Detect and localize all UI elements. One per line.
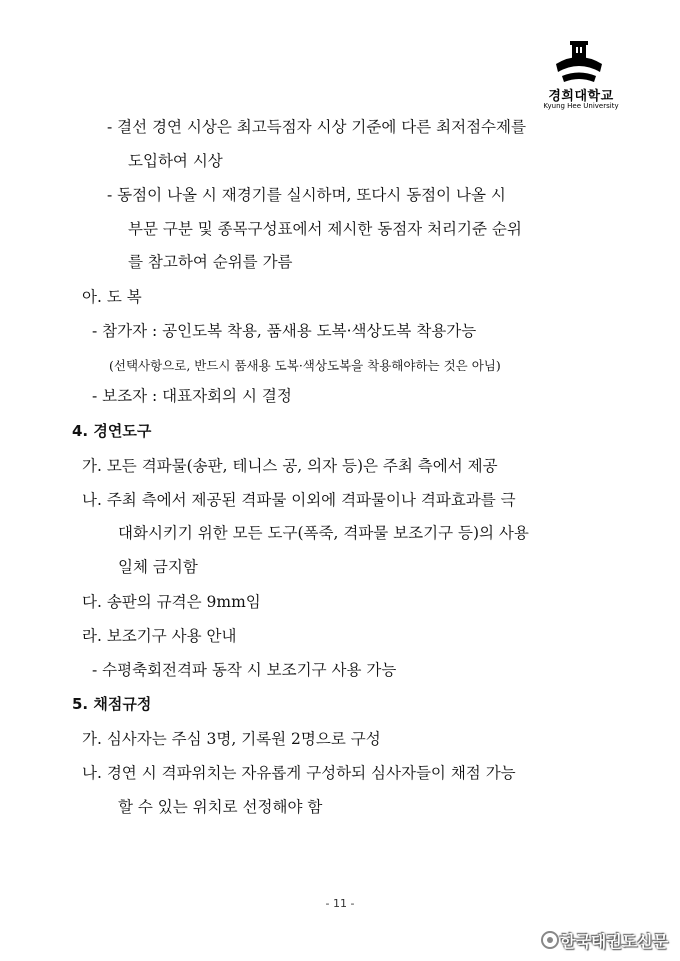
watermark-mark-icon (540, 929, 560, 951)
body-line: - 동점이 나올 시 재경기를 실시하며, 또다시 동점이 나올 시 (107, 186, 506, 204)
section-item: 라. 보조기구 사용 안내 (82, 627, 237, 645)
body-line: 를 참고하여 순위를 가름 (128, 253, 293, 271)
section-heading: 4. 경연도구 (72, 422, 152, 440)
body-line: 도입하여 시상 (128, 152, 223, 170)
section-item: 나. 주최 측에서 제공된 격파물 이외에 격파물이나 격파효과를 극 (82, 491, 516, 509)
watermark-text: 한국태권도신문 (560, 932, 669, 951)
note-line: (선택사항으로, 반드시 품새용 도복·색상도복을 착용해야하는 것은 아님) (109, 358, 501, 373)
watermark (540, 928, 674, 952)
body-line: 일체 금지함 (118, 558, 198, 576)
university-name-english: Kyung Hee University (543, 102, 619, 110)
section-item: 가. 모든 격파물(송판, 테니스 공, 의자 등)은 주최 측에서 제공 (82, 457, 498, 475)
section-item: 나. 경연 시 격파위치는 자유롭게 구성하되 심사자들이 채점 가능 (82, 764, 516, 782)
body-line: 할 수 있는 위치로 선정해야 함 (118, 798, 323, 816)
section-item: 가. 심사자는 주심 3명, 기록원 2명으로 구성 (82, 730, 381, 748)
body-line: - 결선 경연 시상은 최고득점자 시상 기준에 다른 최저점수제를 (107, 118, 526, 136)
university-name: 경희대학교 (548, 89, 614, 104)
section-heading: 5. 채점규정 (72, 695, 152, 713)
body-line: - 보조자 : 대표자회의 시 결정 (92, 387, 292, 405)
body-line: 대화시키기 위한 모든 도구(폭죽, 격파물 보조기구 등)의 사용 (118, 524, 529, 542)
section-item: 다. 송판의 규격은 9mm임 (82, 593, 261, 611)
body-line: - 수평축회전격파 동작 시 보조기구 사용 가능 (92, 661, 397, 679)
section-item: 아. 도 복 (82, 288, 142, 306)
body-line: 부문 구분 및 종목구성표에서 제시한 동점자 처리기준 순위 (128, 220, 522, 238)
page-number: - 11 - (325, 897, 355, 910)
body-line: - 참가자 : 공인도복 착용, 품새용 도복·색상도복 착용가능 (92, 322, 477, 340)
